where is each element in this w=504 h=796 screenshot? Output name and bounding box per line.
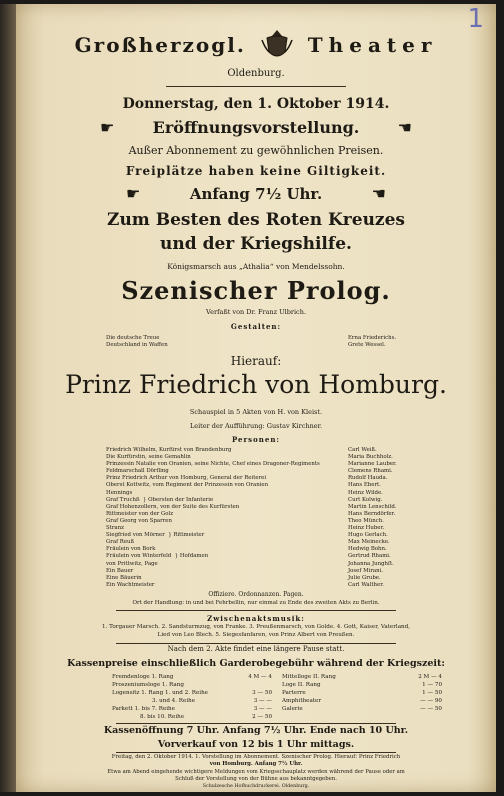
news-line-2: Schluß der Vorstellung von der Bühne aus bekanntgegeben. (175, 776, 337, 782)
list-item: Graf Hohenzollern, von der Suite des Kurfürsten Martin Lenschild. (106, 503, 397, 510)
list-item: Prinz Friedrich Arthur von Homburg, General der Reiterei Rudolf Hauda. (106, 475, 388, 482)
list-item: Fräulein von Bork Hedwig Bohn. (106, 546, 387, 553)
book-spine (0, 4, 16, 792)
pencil-number: 1 (467, 4, 484, 34)
price-row: Galerie — — 50 (282, 706, 442, 712)
price-row: Loge II. Rang 1 — 70 (282, 682, 442, 688)
printer-line: Schulzesche Hofbuchdruckerei. Oldenburg. (202, 784, 310, 789)
direction-line: Leiter der Aufführung: Gustav Kirchner. (189, 422, 323, 430)
list-item: Friedrich Wilhelm, Kurfürst von Brandenburg Carl Weiß. (106, 447, 377, 453)
divider (116, 643, 396, 644)
date-line: Donnerstag, den 1. Oktober 1914. (122, 96, 390, 112)
price-row: Fremdenloge 1. Rang 4 M — 4 (112, 674, 272, 680)
price-row: Logensitz 1. Rang 1. und 2. Reihe 3 — 50 (112, 690, 272, 696)
header-right: Theater (307, 33, 438, 57)
list-item: Die deutsche Treue Erna Friederichs. (106, 335, 397, 341)
list-item: von Prittwitz, Page Johanna Junghſt. (106, 560, 394, 567)
next-show-line-2: von Homburg. Anfang 7½ Uhr. (209, 761, 303, 767)
price-row: Proszeniumsloge 1. Rang (112, 682, 184, 688)
start-row (16, 184, 496, 203)
gestalten-label: Gestalten: (230, 322, 282, 331)
list-item: Ein Wachtmeister Carl Walther. (106, 581, 384, 588)
play-title: Prinz Friedrich von Homburg. (65, 370, 447, 399)
free-tickets-note: Freiplätze haben keine Giltigkeit. (125, 164, 387, 178)
news-line-1: Etwa am Abend eingehende wichtigere Meldungen vom Kriegsschauplatz werden während der Pause oder am (107, 769, 405, 775)
price-row: Parkett 1. bis 7. Reihe 3 — — (112, 706, 272, 712)
list-item: Siegfried von Mörner } Rittmeister Hugo Gerlach. (106, 532, 388, 539)
list-item: Feldmarschall Dörfling Clemens Rhami. (106, 468, 393, 475)
opening-title: Eröffnungsvorstellung. (152, 118, 360, 137)
cast-list (106, 447, 406, 589)
list-item: Eine Bäuerin Julie Grube. (106, 574, 381, 581)
playbill-page (16, 4, 496, 792)
hierauf-label: Hierauf: (230, 354, 282, 368)
music-line-2: Lied von Leo Blech. 5. Siegesfanfaren, von Prinz Albert von Preußen. (157, 632, 355, 638)
march-line: Königsmarsch aus „Athalia“ von Mendelssohn. (167, 262, 345, 271)
header-left: Großherzogl. (74, 33, 246, 57)
list-item: Oberst Kottwitz, vom Regiment der Prinzessin von Oranien Hans Ebert. (106, 482, 381, 489)
list-item: Rittmeister von der Golz Hans Berndörfer. (106, 510, 396, 517)
times-line: Kassenöffnung 7 Uhr. Anfang 7½ Uhr. Ende nach 10 Uhr. (103, 725, 409, 736)
opening-row (16, 118, 496, 137)
pointing-hand-left-icon: ☚ (397, 118, 412, 137)
list-item: Stranz Heinz Huber. (106, 525, 385, 532)
gestalten-list (106, 335, 406, 349)
divider (116, 723, 396, 724)
list-item: Ein Bauer Josef Mirani. (106, 567, 384, 574)
list-item: Deutschland in Waffen Grete Wessel. (106, 342, 386, 349)
price-row: Mittelloge II. Rang 2 M — 4 (282, 674, 442, 680)
personen-label: Personen: (231, 435, 281, 444)
price-row: 8. bis 10. Reihe 2 — 50 (140, 714, 272, 720)
music-label: Zwischenaktsmusik: (207, 614, 305, 623)
play-subtitle: Schauspiel in 5 Akten von H. von Kleist. (189, 408, 323, 416)
divider (166, 86, 346, 87)
price-column-left (112, 673, 272, 721)
next-show-line-1: Freitag, den 2. Oktober 1914. 1. Vorstellung im Abonnement. Szenischer Prolog. Hierauf: Prinz Friedrich (111, 754, 401, 760)
officers-line: Offiziere. Ordonnanzen. Pagen. (208, 591, 304, 598)
prolog-author: Verfaßt von Dr. Franz Ulbrich. (206, 308, 306, 316)
pointing-hand-right-icon: ☛ (126, 184, 141, 203)
setting-line: Ort der Handlung: in und bei Fehrbellin, nur einmal zu Ende des zweiten Akts zu Berlin. (132, 600, 380, 606)
pointing-hand-left-icon: ☚ (371, 184, 386, 203)
list-item: Hennings Heinz Wilde. (106, 489, 383, 496)
prolog-title: Szenischer Prolog. (121, 276, 391, 305)
benefit-line-2: und der Kriegshilfe. (160, 234, 352, 254)
prices-title: Kassenpreise einschließlich Garderobegebühr während der Kriegszeit: (67, 658, 445, 669)
music-line-1: 1. Torgauer Marsch. 2. Sandsturmzug, von Franke. 3. Preußenmarsch, von Golde. 4. Gott, Kaiser, Vaterland, (102, 624, 410, 630)
price-column-right (282, 673, 442, 721)
city: Oldenburg. (227, 68, 285, 79)
list-item: Graf Georg von Sparren Theo Münch. (106, 517, 384, 524)
list-item: Graf Truchß } Obersten der Infanterie Curt Kolwig. (106, 496, 383, 503)
list-item: Graf Reuß Max Meinecke. (106, 539, 390, 546)
start-time: Anfang 7½ Uhr. (189, 185, 323, 203)
price-table (112, 673, 442, 721)
pause-note: Nach dem 2. Akte findet eine längere Pause statt. (167, 645, 345, 653)
price-row: Amphitheater — — 90 (282, 698, 442, 704)
benefit-line-1: Zum Besten des Roten Kreuzes (107, 210, 405, 230)
divider (116, 752, 396, 753)
list-item: Die Kurfürstin, seine Gemahlin Maria Buchholz. (106, 454, 393, 461)
pricing-note: Außer Abonnement zu gewöhnlichen Preisen. (128, 144, 384, 157)
list-item: Prinzessin Natalie von Oranien, seine Nichte, Chef eines Dragoner-Regiments Marianne Lauber. (106, 461, 397, 468)
pointing-hand-right-icon: ☛ (100, 118, 115, 137)
coat-of-arms-icon (260, 28, 294, 62)
list-item: Fräulein von Winterfeld } Hofdamen Gertrud Rhami. (106, 553, 391, 560)
header (16, 28, 496, 62)
divider (116, 610, 396, 611)
presale-line: Vorverkauf von 12 bis 1 Uhr mittags. (157, 739, 355, 750)
price-row: 3. und 4. Reihe 3 — — (152, 698, 272, 704)
price-row: Parterre 1 — 50 (282, 690, 442, 696)
